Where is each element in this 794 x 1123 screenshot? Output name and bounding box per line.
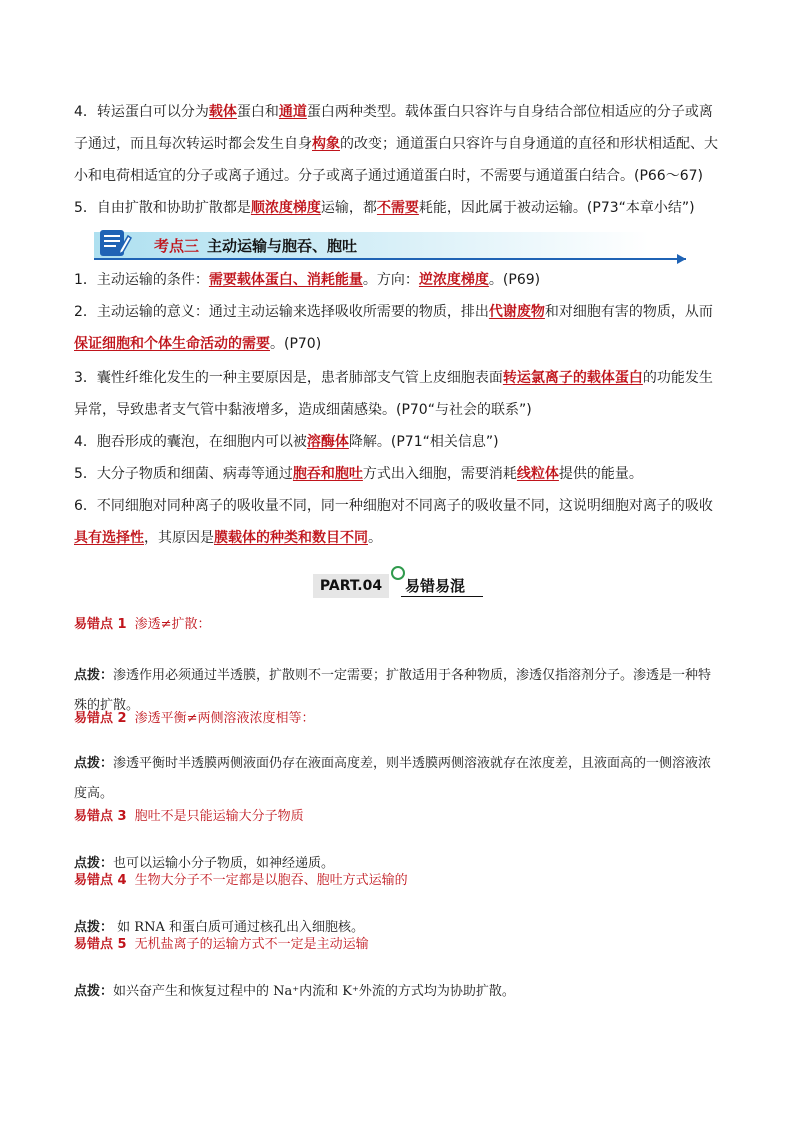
error-answer-3: 点拨：也可以运输小分子物质，如神经递质。	[74, 856, 335, 871]
highlight: 需要载体蛋白、消耗能量	[208, 272, 363, 288]
highlight: 转运氯离子的载体蛋白	[502, 370, 643, 386]
error-tag: 易错点 3	[74, 809, 127, 824]
error-tag: 易错点 5	[74, 937, 127, 952]
part-underline	[401, 596, 483, 597]
highlight: 逆浓度梯度	[418, 272, 489, 288]
highlight: 顺浓度梯度	[250, 200, 321, 216]
notepad-pencil-icon	[98, 226, 132, 260]
section-item-6: 6．不同细胞对同种离子的吸收量不同，同一种细胞对不同离子的吸收量不同，这说明细胞对离子的吸收具有选择性，其原因是膜载体的种类和数目不同。	[74, 498, 713, 546]
error-answer-4: 点拨： 如 RNA 和蛋白质可通过核孔出入细胞核。	[74, 920, 364, 935]
error-answer-5: 点拨：如兴奋产生和恢复过程中的 Na⁺内流和 K⁺外流的方式均为协助扩散。	[74, 984, 515, 999]
banner-arrow-icon	[677, 254, 686, 264]
highlight: 线粒体	[516, 466, 559, 482]
banner-underline	[94, 258, 686, 260]
error-answer-2: 点拨：渗透平衡时半透膜两侧液面仍存在液面高度差，则半透膜两侧溶液就存在浓度差，且液面高的一侧溶液浓度高。	[74, 756, 712, 801]
section-item-1: 1．主动运输的条件：需要载体蛋白、消耗能量。方向：逆浓度梯度。(P69)	[74, 272, 541, 288]
section-item-5: 5．大分子物质和细菌、病毒等通过胞吞和胞吐方式出入细胞，需要消耗线粒体提供的能量。	[74, 466, 643, 482]
section-item-3: 3．囊性纤维化发生的一种主要原因是，患者肺部支气管上皮细胞表面转运氯离子的载体蛋白的功能发生异常，导致患者支气管中黏液增多，造成细菌感染。(P70“与社会的联系”)	[74, 370, 713, 418]
error-point-5: 易错点 5 无机盐离子的运输方式不一定是主动运输	[74, 937, 369, 952]
highlight: 保证细胞和个体生命活动的需要	[74, 336, 270, 352]
error-answer-1: 点拨：渗透作用必须通过半透膜，扩散则不一定需要；扩散适用于各种物质，渗透仅指溶剂分子。渗透是一种特殊的扩散。	[74, 668, 712, 713]
highlight: 胞吞和胞吐	[292, 466, 363, 482]
section-banner	[94, 232, 686, 260]
part-title: 易错易混	[405, 577, 466, 595]
error-tag: 易错点 2	[74, 711, 127, 726]
item-5-passive-transport: 5．自由扩散和协助扩散都是顺浓度梯度运输，都不需要耗能，因此属于被动运输。(P73“本章小结”)	[74, 200, 695, 216]
highlight: 构象	[312, 136, 340, 152]
highlight: 溶酶体	[306, 434, 349, 450]
section-number: 考点三	[154, 237, 200, 255]
error-point-3: 易错点 3 胞吐不是只能运输大分子物质	[74, 809, 304, 824]
error-point-1: 易错点 1 渗透≠扩散：	[74, 617, 211, 632]
error-point-4: 易错点 4 生物大分子不一定都是以胞吞、胞吐方式运输的	[74, 873, 408, 888]
highlight: 通道	[278, 104, 307, 120]
section-item-2: 2．主动运输的意义：通过主动运输来选择吸收所需要的物质，排出代谢废物和对细胞有害的物质，从而保证细胞和个体生命活动的需要。(P70)	[74, 304, 713, 352]
error-tag: 易错点 1	[74, 617, 127, 632]
highlight: 膜载体的种类和数目不同	[214, 530, 368, 546]
highlight: 具有选择性	[74, 530, 144, 546]
item-4-transport-protein: 4．转运蛋白可以分为载体蛋白和通道蛋白两种类型。载体蛋白只容许与自身结合部位相适应的分子或离子通过，而且每次转运时都会发生自身构象的改变；通道蛋白只容许与自身通道的直径和形状相适配、大小和电荷相适宜的分子或离子通过。分子或离子通过通道蛋白时，不需要与通道蛋白结合。(P66～67)	[74, 104, 718, 184]
section-item-4: 4．胞吞形成的囊泡，在细胞内可以被溶酶体降解。(P71“相关信息”)	[74, 434, 499, 450]
highlight: 不需要	[376, 200, 419, 216]
section-title: 考点三 主动运输与胞吞、胞吐	[154, 237, 358, 255]
error-point-2: 易错点 2 渗透平衡≠两侧溶液浓度相等：	[74, 711, 315, 726]
error-tag: 易错点 4	[74, 873, 127, 888]
highlight: 载体	[208, 104, 237, 120]
ring-icon	[391, 566, 405, 580]
part-number: PART.04	[313, 574, 389, 598]
highlight: 代谢废物	[488, 304, 545, 320]
